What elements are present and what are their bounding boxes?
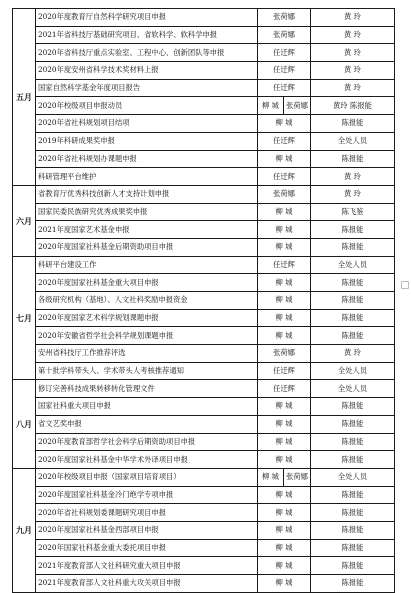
task-cell: 2020年校级项目申报动员 bbox=[36, 97, 258, 115]
responsible-cell: 全处人员 bbox=[311, 132, 395, 150]
task-cell: 2021年省科技厅基础研究项目、省软科学、软科学申报 bbox=[36, 26, 258, 44]
lead-cell: 任迁辉 bbox=[258, 256, 311, 274]
task-cell: 科研管理平台维护 bbox=[36, 168, 258, 186]
lead-cell: 柳 城 bbox=[258, 309, 311, 327]
responsible-cell: 黄 玲 bbox=[311, 168, 395, 186]
table-row bbox=[13, 504, 395, 522]
responsible-cell: 陈报能 bbox=[311, 504, 395, 522]
table-row bbox=[13, 451, 395, 469]
table-row bbox=[13, 433, 395, 451]
month-cell: 五月 bbox=[13, 9, 36, 186]
task-cell: 2020年度安州省科学技术奖材料上报 bbox=[36, 62, 258, 80]
task-cell: 2020年国家社科基金重大委托项目申报 bbox=[36, 539, 258, 557]
lead-cell: 任迁辉 bbox=[258, 132, 311, 150]
table-row bbox=[13, 132, 395, 150]
lead-cell: 任迁辉 bbox=[258, 380, 311, 398]
task-cell: 第十批学科带头人、学术带头人考核推荐通知 bbox=[36, 362, 258, 380]
lead-cell: 任迁辉 bbox=[258, 62, 311, 80]
responsible-cell: 陈报能 bbox=[311, 327, 395, 345]
table-row bbox=[13, 185, 395, 203]
responsible-cell: 陈报能 bbox=[311, 150, 395, 168]
month-cell: 六月 bbox=[13, 185, 36, 256]
task-cell: 2020年校级项目申报（国家项目培育项目） bbox=[36, 468, 258, 486]
lead-cell: 张荷娜 bbox=[258, 185, 311, 203]
task-cell: 2020年度教育部哲学社会科学后期资助项目申报 bbox=[36, 433, 258, 451]
lead-cell: 柳 城 bbox=[258, 557, 311, 575]
lead-cell: 任迁辉 bbox=[258, 79, 311, 97]
lead-cell: 任迁辉 bbox=[258, 44, 311, 62]
responsible-cell: 黄 玲 bbox=[311, 26, 395, 44]
task-cell: 2021年度教育部人文社科重大攻关项目申报 bbox=[36, 575, 258, 593]
responsible-cell: 陈报能 bbox=[311, 238, 395, 256]
task-cell: 国家自然科学基金年度项目报告 bbox=[36, 79, 258, 97]
lead-cell: 张荷娜 bbox=[258, 345, 311, 363]
task-cell: 国家社科重大项目申报 bbox=[36, 398, 258, 416]
lead-cell: 柳 城 bbox=[258, 575, 311, 593]
lead-cell: 任迁辉 bbox=[258, 362, 311, 380]
table-row bbox=[13, 557, 395, 575]
responsible-cell: 全处人员 bbox=[311, 380, 395, 398]
lead-cell: 柳 城 bbox=[258, 221, 311, 239]
lead-cell: 柳 城 bbox=[258, 433, 311, 451]
responsible-cell: 陈报能 bbox=[311, 539, 395, 557]
table-row bbox=[13, 44, 395, 62]
responsible-cell: 陈报能 bbox=[311, 274, 395, 292]
task-cell: 科研平台建设工作 bbox=[36, 256, 258, 274]
lead-cell: 柳 城 bbox=[258, 486, 311, 504]
table-row bbox=[13, 9, 395, 27]
responsible-cell: 陈报能 bbox=[311, 486, 395, 504]
responsible-cell: 黄 玲 bbox=[311, 79, 395, 97]
lead-cell: 张荷娜 bbox=[258, 9, 311, 27]
responsible-cell: 陈报能 bbox=[311, 292, 395, 310]
table-row bbox=[13, 380, 395, 398]
table-row bbox=[13, 274, 395, 292]
task-cell: 2020年省社科规划委课题研究项目申报 bbox=[36, 504, 258, 522]
table-row bbox=[13, 486, 395, 504]
lead-cell: 任迁辉 bbox=[258, 168, 311, 186]
lead-cell: 柳 城 bbox=[258, 274, 311, 292]
task-cell: 2021年度教育部人文社科研究重大项目申报 bbox=[36, 557, 258, 575]
table-row bbox=[13, 256, 395, 274]
table-row bbox=[13, 168, 395, 186]
responsible-cell: 全处人员 bbox=[311, 468, 395, 486]
responsible-cell: 黄 玲 bbox=[311, 62, 395, 80]
scroll-indicator bbox=[401, 281, 409, 289]
table-row bbox=[13, 203, 395, 221]
table-row bbox=[13, 97, 395, 115]
task-cell: 2020年省社科规划办课题申报 bbox=[36, 150, 258, 168]
task-cell: 2020年度国家社科基金重大项目申报 bbox=[36, 274, 258, 292]
lead-cell: 柳 城 bbox=[258, 521, 311, 539]
task-cell: 2020年度国家社科基金后期资助项目申报 bbox=[36, 238, 258, 256]
table-row bbox=[13, 345, 395, 363]
responsible-cell: 全处人员 bbox=[311, 362, 395, 380]
responsible-cell: 陈报能 bbox=[311, 398, 395, 416]
task-cell: 2020年度国家社科基金中华学术外译项目申报 bbox=[36, 451, 258, 469]
lead-cell: 柳 城 bbox=[258, 415, 311, 433]
table-row bbox=[13, 150, 395, 168]
lead-cell: 柳 城 bbox=[258, 327, 311, 345]
table-row bbox=[13, 575, 395, 593]
co-lead-cell: 张荷娜 bbox=[284, 97, 311, 115]
task-cell: 2020年度教育厅自然科学研究项目申报 bbox=[36, 9, 258, 27]
table-row bbox=[13, 62, 395, 80]
responsible-cell: 全处人员 bbox=[311, 256, 395, 274]
responsible-cell: 黄 玲 bbox=[311, 185, 395, 203]
table-row bbox=[13, 539, 395, 557]
responsible-cell: 陈报能 bbox=[311, 557, 395, 575]
task-cell: 修订完善科技成果转移转化管理文件 bbox=[36, 380, 258, 398]
task-cell: 2020年度国家社科基金西部项目申报 bbox=[36, 521, 258, 539]
responsible-cell: 陈报能 bbox=[311, 115, 395, 133]
task-cell: 安州省科技厅工作推荐评选 bbox=[36, 345, 258, 363]
table-row bbox=[13, 415, 395, 433]
table-row bbox=[13, 362, 395, 380]
task-cell: 省教育厅优秀科技创新人才支持计划申报 bbox=[36, 185, 258, 203]
lead-cell: 柳 城 bbox=[258, 238, 311, 256]
month-cell: 七月 bbox=[13, 256, 36, 380]
table-row bbox=[13, 115, 395, 133]
lead-cell: 柳 城 bbox=[258, 539, 311, 557]
table-row bbox=[13, 468, 395, 486]
responsible-cell: 陈报能 bbox=[311, 575, 395, 593]
table-row bbox=[13, 238, 395, 256]
lead-cell: 柳 城 bbox=[258, 398, 311, 416]
responsible-cell: 陈报能 bbox=[311, 521, 395, 539]
task-cell: 2020年省科技厅重点实验室、工程中心、创新团队等申报 bbox=[36, 44, 258, 62]
task-cell: 国家民委民族研究优秀成果奖申报 bbox=[36, 203, 258, 221]
responsible-cell: 黄 玲 bbox=[311, 44, 395, 62]
lead-cell: 柳 城 bbox=[258, 150, 311, 168]
lead-cell: 柳 城 bbox=[258, 203, 311, 221]
lead-name-part: 城 bbox=[271, 100, 279, 110]
work-plan-table bbox=[12, 8, 395, 593]
table-row bbox=[13, 79, 395, 97]
table-row bbox=[13, 26, 395, 44]
co-lead-cell: 张荷娜 bbox=[284, 468, 311, 486]
table-row bbox=[13, 327, 395, 345]
table-row bbox=[13, 521, 395, 539]
responsible-cell: 陈飞鉴 bbox=[311, 203, 395, 221]
responsible-cell: 陈报能 bbox=[311, 309, 395, 327]
table-row bbox=[13, 292, 395, 310]
month-cell: 八月 bbox=[13, 380, 36, 468]
responsible-cell: 陈报能 bbox=[311, 415, 395, 433]
lead-cell bbox=[258, 468, 284, 486]
task-cell: 2020年度国家社科基金冷门绝学专项申报 bbox=[36, 486, 258, 504]
task-cell: 省文艺奖申报 bbox=[36, 415, 258, 433]
responsible-cell: 黄玲 陈报能 bbox=[311, 97, 395, 115]
lead-cell: 柳 城 bbox=[258, 115, 311, 133]
task-cell: 2020年度国家艺术科学规划课题申报 bbox=[36, 309, 258, 327]
responsible-cell: 陈报能 bbox=[311, 221, 395, 239]
task-cell: 2020年省社科规划项目结项 bbox=[36, 115, 258, 133]
lead-cell: 张荷娜 bbox=[258, 26, 311, 44]
task-cell: 2021年度国家艺术基金申报 bbox=[36, 221, 258, 239]
table-row bbox=[13, 221, 395, 239]
lead-cell bbox=[258, 97, 284, 115]
responsible-cell: 陈报能 bbox=[311, 451, 395, 469]
table-row bbox=[13, 309, 395, 327]
table-row bbox=[13, 398, 395, 416]
lead-cell: 柳 城 bbox=[258, 504, 311, 522]
lead-name-part: 柳 bbox=[262, 472, 270, 482]
month-cell: 九月 bbox=[13, 468, 36, 592]
task-cell: 2020年安徽省哲学社会科学规划课题申报 bbox=[36, 327, 258, 345]
task-cell: 2019年科研成果奖申报 bbox=[36, 132, 258, 150]
responsible-cell: 黄 玲 bbox=[311, 345, 395, 363]
responsible-cell: 陈报能 bbox=[311, 433, 395, 451]
lead-cell: 柳 城 bbox=[258, 292, 311, 310]
task-cell: 各级研究机构（基地）、人文社科奖励申报资金 bbox=[36, 292, 258, 310]
lead-name-part: 柳 bbox=[262, 100, 270, 110]
lead-cell: 柳 城 bbox=[258, 451, 311, 469]
responsible-cell: 黄 玲 bbox=[311, 9, 395, 27]
lead-name-part: 城 bbox=[271, 472, 279, 482]
